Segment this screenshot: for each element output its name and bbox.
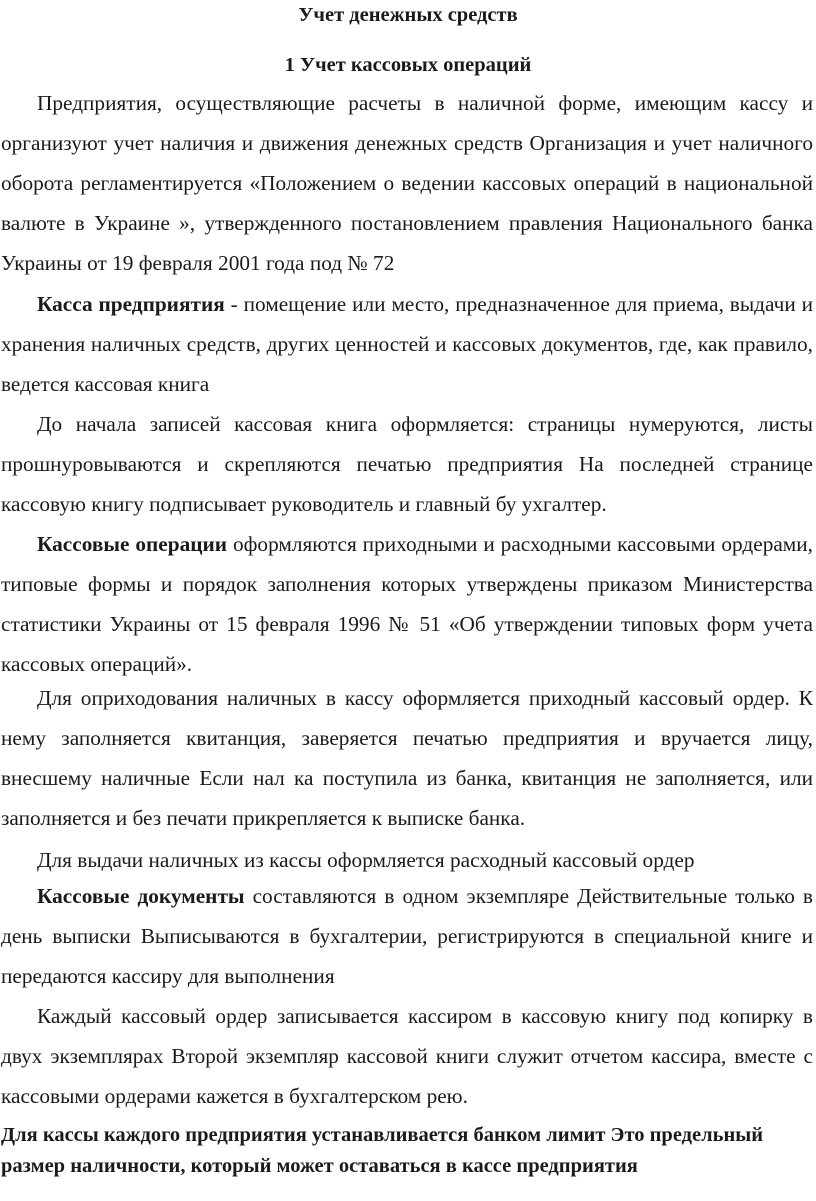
cash-limit-note: Для кассы каждого предприятия устанавливается банком лимит Это предельный размер наличности, который может оставаться в кассе предприятия xyxy=(1,1124,764,1177)
section-heading: 1 Учет кассовых операций xyxy=(284,54,532,76)
paragraph-cash-regulation xyxy=(1,83,813,283)
paragraph-expense-order xyxy=(1,840,813,880)
paragraph-term: Кассовые документы xyxy=(37,884,245,908)
paragraph-cash-desk-definition xyxy=(1,284,813,404)
paragraph-text: Для оприходования наличных в кассу оформляется приходный кассовый ордер. К нему заполняется квитанция, заверяется печатью предприятия и вручается лицу, внесшему наличные Если нал ка поступила из банка, квитанция не заполняется, или заполняется и без печати прикрепляется к выписке банка. xyxy=(1,686,813,830)
paragraph-text: Предприятия, осуществляющие расчеты в наличной форме, имеющим кассу и организуют учет наличия и движения денежных средств Организация и учет наличного оборота регламентируется «Положением о ведении кассовых операций в национальной валюте в Украине », утвержденного постановлением правления Национального банка Украины от 19 февраля 2001 года под № 72 xyxy=(1,91,813,275)
paragraph-cash-operations xyxy=(1,524,813,684)
paragraph-text: оформляются приходными и расходными кассовыми ордерами, типовые формы и порядок заполнения которых утверждены приказом Министерства статистики Украины от 15 февраля 1996 № 51 «Об утверждении типовых форм учета кассовых операций». xyxy=(1,532,813,676)
paragraph-text: До начала записей кассовая книга оформляется: страницы нумеруются, листы прошнуровываются и скрепляются печатью предприятия На последней странице кассовую книгу подписывает руководитель и главный бу ухгалтер. xyxy=(1,412,813,516)
paragraph-term: Кассовые операции xyxy=(37,532,228,556)
paragraph-text: составляются в одном экземпляре Действительные только в день выписки Выписываются в бухгалтерии, регистрируются в специальной книге и передаются кассиру для выполнения xyxy=(1,884,813,988)
paragraph-text: Каждый кассовый ордер записывается кассиром в кассовую книгу под копирку в двух экземплярах Второй экземпляр кассовой книги служит отчетом кассира, вместе с кассовыми ордерами кажется в бухгалтерском рею. xyxy=(1,1004,813,1108)
paragraph-cash-documents xyxy=(1,876,813,996)
paragraph-order-recording xyxy=(1,996,813,1116)
document-title: Учет денежных средств xyxy=(298,4,518,26)
paragraph-receipt-order xyxy=(1,678,813,838)
paragraph-text: Для выдачи наличных из кассы оформляется расходный кассовый ордер xyxy=(37,848,695,872)
paragraph-cash-book xyxy=(1,404,813,524)
paragraph-text: - помещение или место, предназначенное для приема, выдачи и хранения наличных средств, других ценностей и кассовых документов, где, как правило, ведется кассовая книга xyxy=(1,292,813,396)
paragraph-term: Касса предприятия xyxy=(37,292,225,316)
